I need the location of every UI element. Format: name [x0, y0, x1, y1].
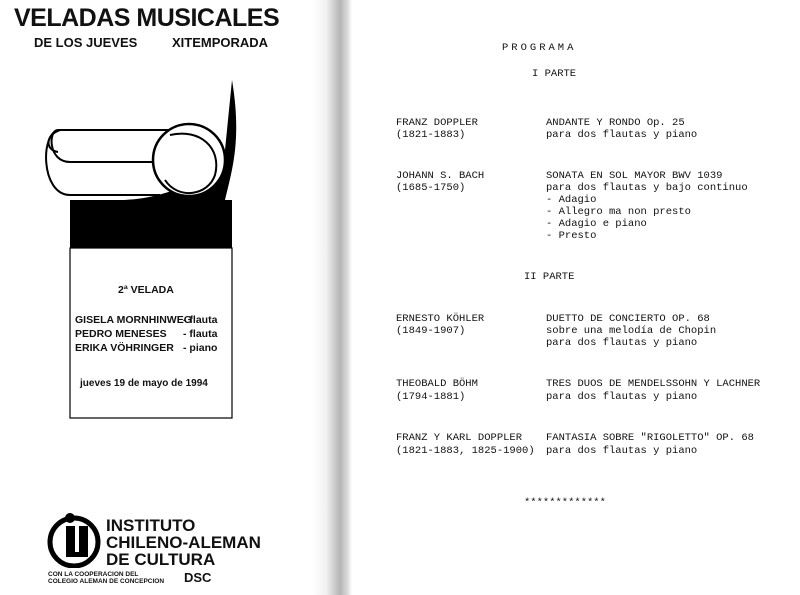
composer-name: JOHANN S. BACH	[396, 170, 485, 182]
program-page	[352, 0, 800, 595]
composer-dates: (1821-1883)	[396, 129, 466, 141]
work-line: TRES DUOS DE MENDELSSOHN Y LACHNER	[546, 378, 761, 390]
part-two-heading: II PARTE	[524, 271, 575, 283]
movement: - Adagio e piano	[546, 218, 647, 230]
work-line: DUETTO DE CONCIERTO OP. 68	[546, 313, 710, 325]
movement: - Adagio	[546, 194, 597, 206]
work-line: SONATA EN SOL MAYOR BWV 1039	[546, 170, 723, 182]
institute-name-line2: CHILENO-ALEMAN	[106, 533, 261, 552]
performer-2	[75, 328, 235, 340]
performer-instrument: - flauta	[183, 328, 218, 340]
movement: - Allegro ma non presto	[546, 206, 691, 218]
cooperation-line2: COLEGIO ALEMAN DE CONCEPCION	[48, 578, 165, 585]
velada-label: 2ª VELADA	[118, 284, 174, 296]
institute-name-line3: DE CULTURA	[106, 550, 216, 569]
composer-name: FRANZ DOPPLER	[396, 117, 478, 129]
program-heading: PROGRAMA	[502, 42, 577, 54]
performer-name: GISELA MORNHINWEG	[75, 314, 192, 326]
work-line: sobre una melodía de Chopin	[546, 325, 717, 337]
work-line: para dos flautas y bajo continuo	[546, 182, 748, 194]
cover-subtitle-season: XITEMPORADA	[172, 35, 269, 50]
work-line: para dos flautas y piano	[546, 391, 698, 403]
cooperation-line1: CON LA COOPERACION DEL	[48, 571, 139, 578]
composer-dates: (1849-1907)	[396, 325, 466, 337]
work-line: FANTASIA SOBRE "RIGOLETTO" OP. 68	[546, 432, 754, 444]
concert-date: jueves 19 de mayo de 1994	[80, 378, 208, 389]
closing-stars: *************	[524, 497, 606, 509]
composer-dates: (1821-1883, 1825-1900)	[396, 445, 535, 457]
page-fold	[312, 0, 352, 595]
institute-logo-icon	[46, 512, 102, 568]
cover-page	[0, 0, 330, 595]
composer-name: FRANZ Y KARL DOPPLER	[396, 432, 523, 444]
scroll-artwork	[0, 0, 330, 595]
movement: - Presto	[546, 230, 597, 242]
composer-dates: (1794-1881)	[396, 391, 466, 403]
cover-subtitle-series: DE LOS JUEVES	[34, 35, 138, 50]
cover-title: VELADAS MUSICALES	[14, 4, 280, 32]
composer-name: THEOBALD BÖHM	[396, 378, 478, 390]
performer-3	[75, 342, 235, 354]
performer-name: ERIKA VÖHRINGER	[75, 342, 174, 354]
institute-name-line1: INSTITUTO	[106, 516, 196, 535]
performer-name: PEDRO MENESES	[75, 328, 167, 340]
performer-instrument: - piano	[183, 342, 218, 354]
dsc-logo: DSC	[184, 570, 212, 585]
work-line: para dos flautas y piano	[546, 337, 698, 349]
part-one-heading: I PARTE	[532, 68, 577, 80]
performer-instrument: - flauta	[183, 314, 218, 326]
composer-dates: (1685-1750)	[396, 182, 466, 194]
work-line: ANDANTE Y RONDO Op. 25	[546, 117, 685, 129]
performer-1	[75, 314, 235, 326]
composer-name: ERNESTO KÖHLER	[396, 313, 485, 325]
work-line: para dos flautas y piano	[546, 129, 698, 141]
work-line: para dos flautas y piano	[546, 445, 698, 457]
